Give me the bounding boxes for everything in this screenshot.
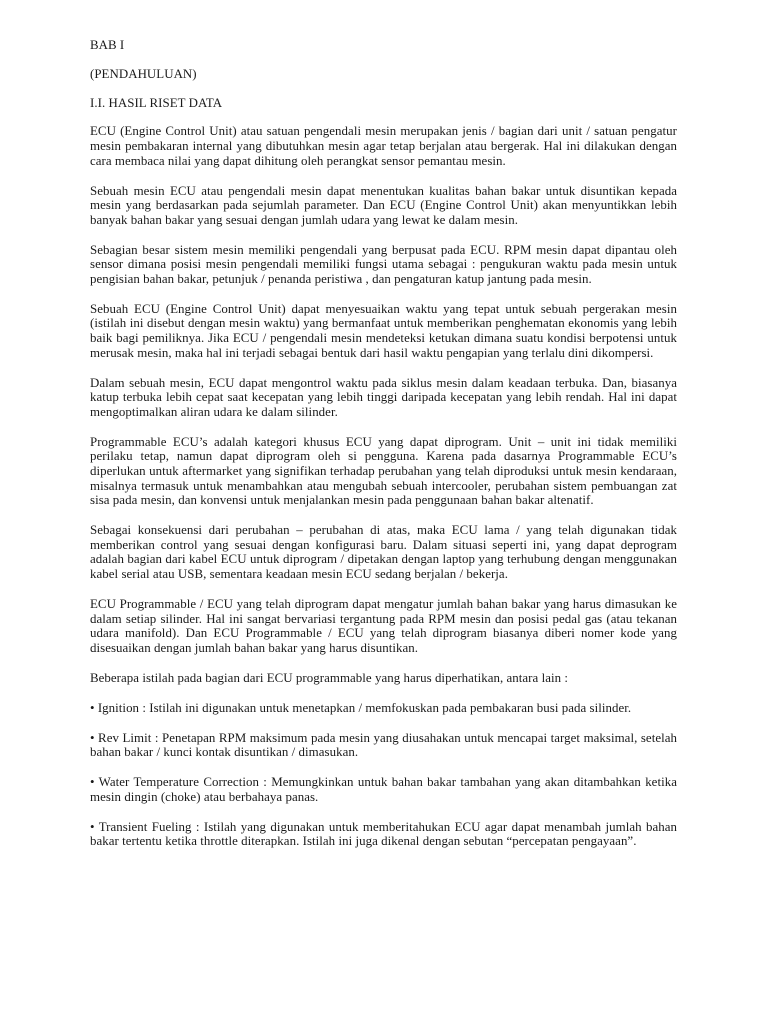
paragraph-timing: Sebuah ECU (Engine Control Unit) dapat menyesuaikan waktu yang tepat untuk sebuah pergerakan mesin (istilah ini disebut dengan mesin waktu) yang bermanfaat untuk memberikan penghematan ekonomis yang lebih baik bagi pemiliknya. Jika ECU / pengendali mesin mendeteksi ketukan dimana suatu kondisi berpotensi untuk merusak mesin, maka hal ini terjadi sebagai bentuk dari hasil waktu pengapian yang terlalu dini dikompersi. xyxy=(90,301,677,360)
paragraph-valve-control: Dalam sebuah mesin, ECU dapat mengontrol waktu pada siklus mesin dalam keadaan terbuka. Dan, biasanya katup terbuka lebih cepat saat kecepatan yang lebih tinggi daripada kecepatan yang lebih rendah. Hal ini dapat mengoptimalkan aliran udara ke dalam silinder. xyxy=(90,375,677,419)
paragraph-programmable-ecu: Programmable ECU’s adalah kategori khusus ECU yang dapat diprogram. Unit – unit ini tidak memiliki perilaku tetap, namun dapat diprogram oleh si pengguna. Karena pada dasarnya Programmable ECU’s diperlukan untuk aftermarket yang signifikan terhadap perubahan yang telah diproduksi untuk mesin kendaraan, misalnya termasuk untuk menambahkan atau mengubah sebuah intercooler, perubahan sistem pembuangan zat sisa pada mesin, dan konvensi untuk menjalankan mesin pada penggunaan bahan bakar altenatif. xyxy=(90,434,677,508)
chapter-title: (PENDAHULUAN) xyxy=(90,66,197,81)
list-item-ignition: • Ignition : Istilah ini digunakan untuk menetapkan / memfokuskan pada pembakaran busi pada silinder. xyxy=(90,700,632,715)
paragraph-ecu-definition: ECU (Engine Control Unit) atau satuan pengendali mesin merupakan jenis / bagian dari unit / satuan pengatur mesin pembakaran internal yang dibutuhkan mesin agar tetap berjalan atau bergerak. Hal ini dilakukan dengan cara membaca nilai yang dapat dihitung oleh perangkat sensor pemantau mesin. xyxy=(90,124,677,168)
paragraph-reprogramming: Sebagai konsekuensi dari perubahan – perubahan di atas, maka ECU lama / yang telah digunakan tidak memberikan control yang sesuai dengan konfigurasi baru. Dalam situasi seperti ini, yang dapat deprogram adalah bagian dari kabel ECU untuk diprogram / dipetakan dengan laptop yang terhubung dengan menggunakan kabel serial atau USB, sementara keadaan mesin ECU sedang berjalan / bekerja. xyxy=(90,523,677,581)
paragraph-fuel-quality: Sebuah mesin ECU atau pengendali mesin dapat menentukan kualitas bahan bakar untuk disuntikan kepada mesin yang berdasarkan pada sejumlah parameter. Dan ECU (Engine Control Unit) akan menyuntikkan lebih banyak bahan bakar yang sesuai dengan jumlah udara yang lewat ke dalam mesin. xyxy=(90,183,677,227)
document-page xyxy=(90,38,677,864)
paragraph-terms-intro: Beberapa istilah pada bagian dari ECU programmable yang harus diperhatikan, antara lain : xyxy=(90,670,569,685)
list-item-water-temperature: • Water Temperature Correction : Memungkinkan untuk bahan bakar tambahan yang akan ditambahkan ketika mesin dingin (choke) atau berbahaya panas. xyxy=(90,775,677,804)
paragraph-fuel-mapping: ECU Programmable / ECU yang telah diprogram dapat mengatur jumlah bahan bakar yang harus dimasukan ke dalam setiap silinder. Hal ini sangat bervariasi tergantung pada RPM mesin dan posisi pedal gas (atau tekanan udara manifold). Dan ECU Programmable / ECU yang telah diprogram biasanya diberi nomer kode yang disesuaikan dengan jumlah bahan bakar yang harus disuntikan. xyxy=(90,596,677,655)
paragraph-rpm-sensor: Sebagian besar sistem mesin memiliki pengendali yang berpusat pada ECU. RPM mesin dapat dipantau oleh sensor dimana posisi mesin pengendali memiliki fungsi utama sebagai : pengukuran waktu pada mesin untuk pengisian bahan bakar, petunjuk / penanda peristiwa , dan pengaturan katup jantung pada mesin. xyxy=(90,242,677,286)
list-item-transient-fueling: • Transient Fueling : Istilah yang digunakan untuk memberitahukan ECU agar dapat menambah jumlah bahan bakar tertentu ketika throttle diterapkan. Istilah ini juga dikenal dengan sebutan “percepatan pengayaan”. xyxy=(90,819,677,849)
chapter-label: BAB I xyxy=(90,38,125,52)
section-title: I.I. HASIL RISET DATA xyxy=(90,95,223,110)
list-item-rev-limit: • Rev Limit : Penetapan RPM maksimum pada mesin yang diusahakan untuk mencapai target maksimal, setelah bahan bakar / kunci kontak disuntikan / dimasukan. xyxy=(90,730,677,760)
